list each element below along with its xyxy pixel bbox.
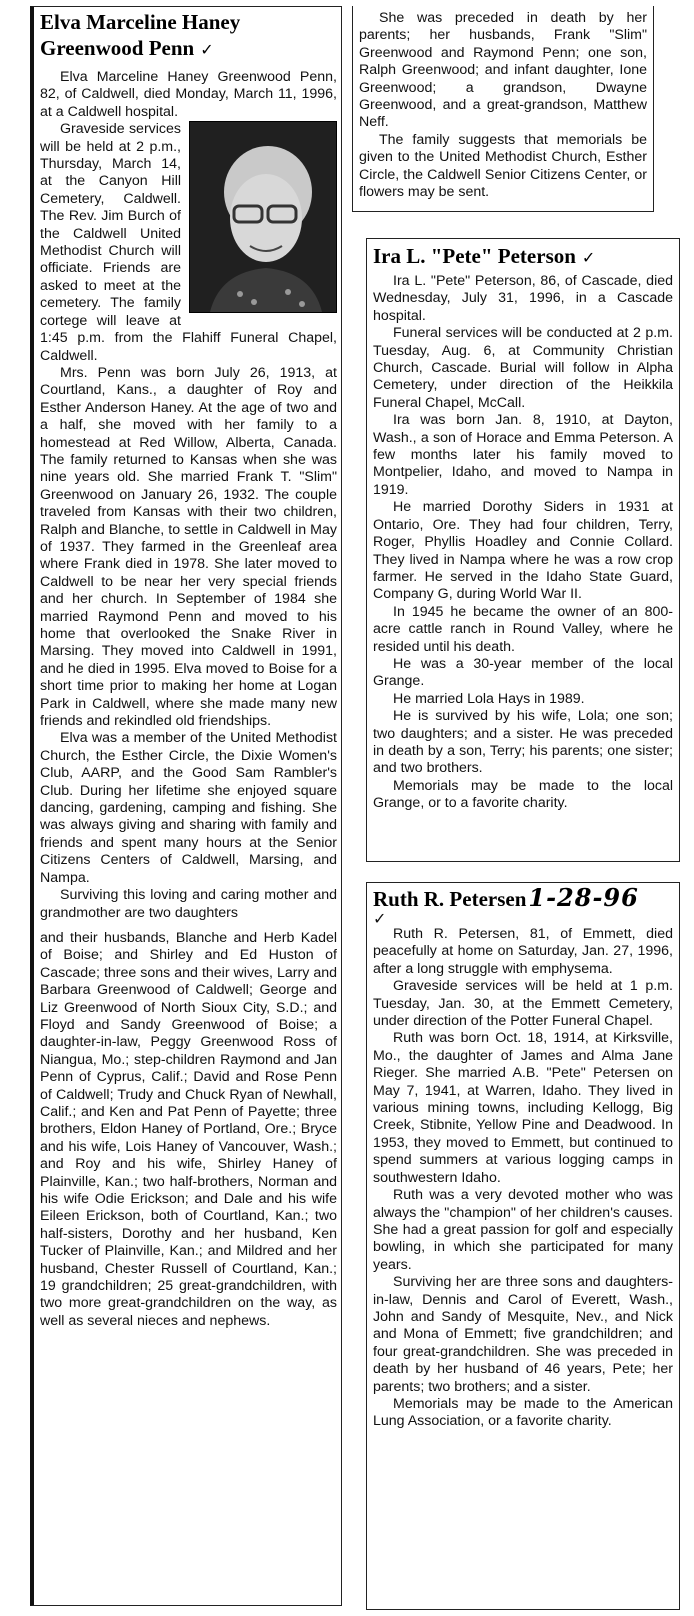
paragraph: Memorials may be made to the local Grange, or to a favorite charity. xyxy=(373,777,673,812)
obituary-clipping-penn-continued xyxy=(352,6,654,212)
paragraph: He married Lola Hays in 1989. xyxy=(393,690,585,707)
paragraph: Surviving this loving and caring mother and grandmother are two daughters xyxy=(40,887,337,921)
portrait-photo xyxy=(189,121,337,313)
paragraph: and their husbands, Blanche and Herb Kadel of Boise; and Shirley and Ed Huston of Cascade; three sons and their wives, Larry and Barbara Greenwood of Caldwell; George and Liz Greenwood of North Sioux City, S.D.; and Floyd and Sandy Greenwood of Boise; a daughter-in-law, Peggy Greenwood Ross of Niangua, Mo.; step-children Raymond and Jan Penn of Cyprus, Calif.; David and Rose Penn of Caldwell; Trudy and Chuck Ryan of Newhall, Calif.; and Ken and Pat Penn of Payette; three brothers, Eldon Haney of Portland, Ore.; Bryce and his wife, Lois Haney of Vancouver, Wash.; and Roy and his wife, Shirley Haney of Plainville, Kan.; two half-brothers, Norman and his wife Odie Erickson; and Dale and his wife Eileen Erickson, both of Courtland, Kan.; two half-sisters, Dorothy and her husband, Ken Tucker of Plainville, Kan.; and Mildred and her husband, Chester Russell of Courtland, Kan.; 19 grandchildren; 25 great-grandchildren, with two more great-grandchildren on the way, as well as several nieces and nephews. xyxy=(40,929,337,1329)
paragraph: Graveside services will be held at 1 p.m. Tuesday, Jan. 30, at the Emmett Cemetery, under direction of the Potter Funeral Chapel. xyxy=(373,978,673,1030)
paragraph: Funeral services will be conducted at 2 p.m. Tuesday, Aug. 6, at Community Christian Church, Cascade. Burial will follow in Alpha Cemetery, under direction of the Heikkila Funeral Chapel, McCall. xyxy=(373,325,673,411)
paragraph: She was preceded in death by her parents; her husbands, Frank "Slim" Greenwood and Raymond Penn; one son, Ralph Greenwood; and infant daughter, Ione Greenwood; a grandson, Dwayne Greenwood, and a great-grandson, Matthew Neff. xyxy=(359,10,647,131)
obituary-clipping-penn xyxy=(30,6,342,1606)
paragraph: In 1945 he became the owner of an 800-acre cattle ranch in Round Valley, where he resided until his death. xyxy=(373,603,673,655)
paragraph: Ira L. "Pete" Peterson, 86, of Cascade, died Wednesday, July 31, 1996, in a Cascade hospital. xyxy=(373,273,673,324)
obituary-clipping-peterson xyxy=(366,238,680,862)
check-mark-icon: ✓ xyxy=(373,909,387,928)
paragraph: Surviving her are three sons and daughters-in-law, Dennis and Carol of Everett, Wash., John and Sandy of Mesquite, Nev., and Nick and Mona of Emmett; five grandchildren; and four great-grandchildren. She was preceded in death by her husband of 46 years, Pete; her parents; two brothers; and a sister. xyxy=(373,1274,673,1395)
headline-penn: Elva Marceline Haney Greenwood Penn ✓ xyxy=(40,10,241,60)
obituary-clipping-petersen xyxy=(366,882,680,1610)
paragraph: Ruth R. Petersen, 81, of Emmett, died peacefully at home on Saturday, Jan. 27, 1996, after a long struggle with emphysema. xyxy=(373,926,673,977)
headline-peterson: Ira L. "Pete" Peterson ✓ xyxy=(373,244,596,268)
paragraph: Ruth was a very devoted mother who was always the "champion" of her children's causes. She had a great passion for golf and especially bowling, in which she participated for many years. xyxy=(373,1187,673,1273)
paragraph: Mrs. Penn was born July 26, 1913, at Courtland, Kans., a daughter of Roy and Esther Anderson Haney. At the age of two and a half, she moved with her family to a homestead at Red Willow, Alberta, Canada. The family returned to Kansas when she was nine years old. She married Frank T. "Slim" Greenwood on January 26, 1932. The couple traveled from Kansas with their two children, Ralph and Blanche, to settle in Caldwell in May of 1937. They farmed in the Greenleaf area where Frank died in 1978. She later moved to Caldwell to be near her very special friends and her church. In September of 1984 she married Raymond Penn and moved to his home that overlooked the Snake River in Marsing. They moved into Caldwell in 1991, and he died in 1995. Elva moved to Boise for a short time prior to making her home at Logan Park in Caldwell, where she made many new friends and rekindled old friendships. xyxy=(40,364,337,730)
paragraph: Graveside services will be held at 2 p.m., Thursday, March 14, at the Canyon Hill Cemetery, Caldwell. The Rev. Jim Burch of the Caldwell United Methodist Church will officiate. Friends are asked to meet at the cemetery. The family cortege will leave at 1:45 p.m. from the Flahiff Funeral Chapel, Caldwell. xyxy=(40,121,337,364)
check-mark-icon: ✓ xyxy=(200,40,214,59)
paragraph: He was a 30-year member of the local Grange. xyxy=(373,655,673,690)
paragraph: Elva was a member of the United Methodist Church, the Esther Circle, the Dixie Women's Club, AARP, and the Good Sam Rambler's Club. During her lifetime she enjoyed square dancing, gardening, camping and fishing. She was always giving and sharing with family and friends and spent many hours at the Senior Citizens Centers of Caldwell, Marsing, and Nampa. xyxy=(40,730,337,886)
paragraph: Ira was born Jan. 8, 1910, at Dayton, Wash., a son of Horace and Emma Peterson. A few months later his family moved to Montpelier, Idaho, and moved to Nampa in 1919. xyxy=(373,412,673,498)
check-mark-icon: ✓ xyxy=(581,248,596,267)
paragraph: He married Dorothy Siders in 1931 at Ontario, Ore. They had four children, Terry, Roger, Phyllis Hoadley and Connie Collard. They lived in Nampa where he was a row crop farmer. He served in the Idaho State Guard, Company G, during World War II. xyxy=(373,499,673,603)
paragraph: Elva Marceline Haney Greenwood Penn, 82, of Caldwell, died Monday, March 11, 1996, at a Caldwell hospital. xyxy=(40,69,337,120)
paragraph: Ruth was born Oct. 18, 1914, at Kirksville, Mo., the daughter of James and Alma Jane Rieger. She married A.B. "Pete" Petersen on May 7, 1941, at Warren, Idaho. They lived in various mining towns, including Kellogg, Big Creek, Stibnite, Yellow Pine and Deadwood. In 1953, they moved to Emmett, but continued to spend summers at various logging camps in southwestern Idaho. xyxy=(373,1030,673,1186)
paragraph: He is survived by his wife, Lola; one son; two daughters; and a sister. He was preceded in death by a son, Terry; his parents; one sister; and two brothers. xyxy=(373,708,673,777)
paragraph: The family suggests that memorials be given to the United Methodist Church, Esther Circle, the Caldwell Senior Citizens Center, or flowers may be sent. xyxy=(359,131,647,201)
headline-petersen: Ruth R. Petersen1-28-96 xyxy=(373,883,639,912)
paragraph: Memorials may be made to the American Lung Association, or a favorite charity. xyxy=(373,1395,673,1430)
handwritten-date: 1-28-96 xyxy=(528,883,639,912)
